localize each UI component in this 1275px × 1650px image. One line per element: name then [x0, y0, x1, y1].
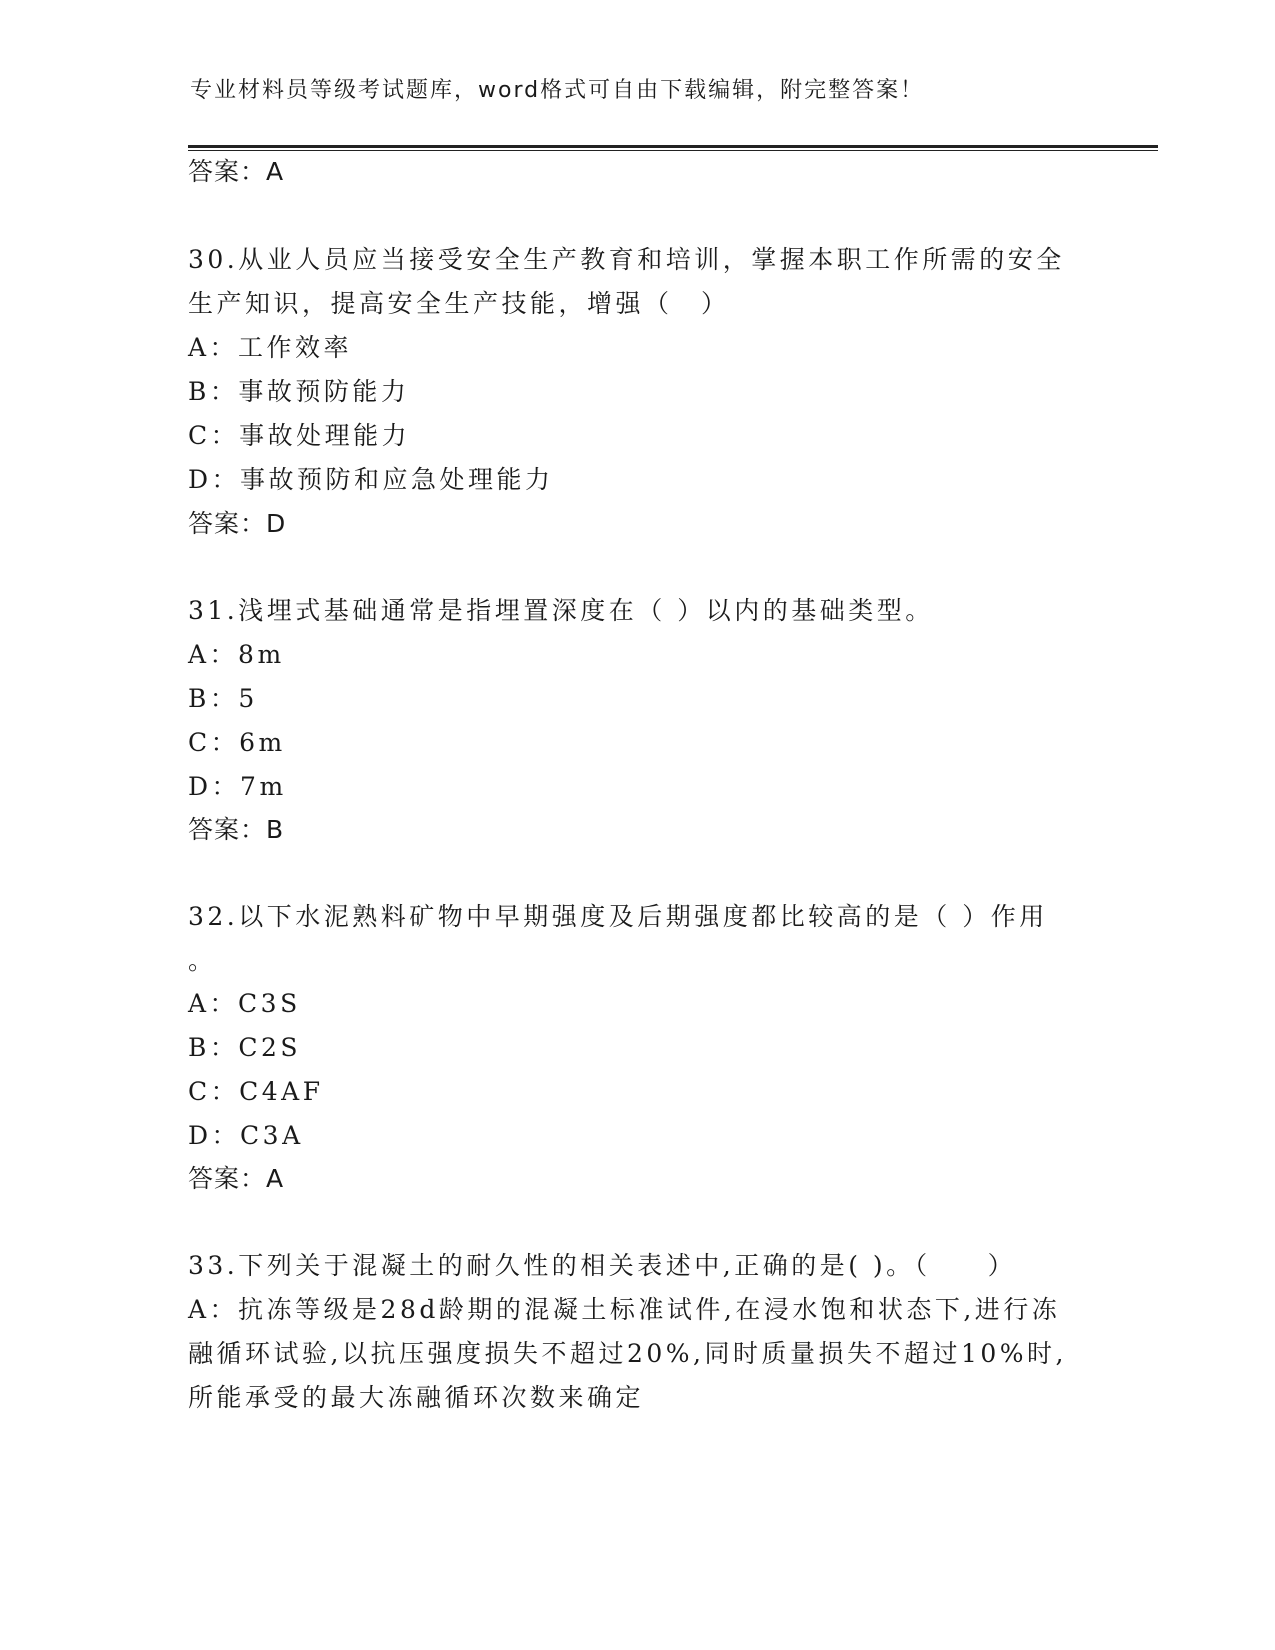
question-30-stem-line-2: 生产知识，提高安全生产技能，增强（ ）	[188, 289, 730, 318]
question-31-answer: 答案：B	[188, 815, 285, 844]
question-33-option-a-line-2: 融循环试验,以抗压强度损失不超过20%,同时质量损失不超过10%时,	[188, 1339, 1067, 1368]
question-31-option-d: D：7m	[188, 772, 287, 801]
answer-prev: 答案：A	[188, 157, 285, 186]
question-32-stem-line-2: 。	[188, 946, 217, 975]
header-divider	[188, 145, 1158, 151]
question-32-option-b: B：C2S	[188, 1033, 302, 1062]
question-33-option-a-line-3: 所能承受的最大冻融循环次数来确定	[188, 1383, 645, 1412]
question-32-option-c: C：C4AF	[188, 1077, 324, 1106]
question-32-option-a: A：C3S	[188, 989, 301, 1018]
question-31-option-a: A：8m	[188, 640, 285, 669]
question-32-stem-line-1: 32.以下水泥熟料矿物中早期强度及后期强度都比较高的是（ ）作用	[188, 902, 1048, 931]
question-33-stem-line-1: 33.下列关于混凝土的耐久性的相关表述中,正确的是( )。（ ）	[188, 1251, 1017, 1280]
question-32-answer: 答案：A	[188, 1164, 285, 1193]
question-31-option-b: B：5	[188, 684, 258, 713]
question-30-option-c: C：事故处理能力	[188, 421, 411, 450]
question-33-option-a-line-1: A：抗冻等级是28d龄期的混凝土标准试件,在浸水饱和状态下,进行冻	[188, 1295, 1061, 1324]
question-30-stem-line-1: 30.从业人员应当接受安全生产教育和培训，掌握本职工作所需的安全	[188, 245, 1065, 274]
question-32-option-d: D：C3A	[188, 1121, 304, 1150]
question-30-answer: 答案：D	[188, 509, 287, 538]
question-30-option-a: A：工作效率	[188, 333, 353, 362]
question-30-option-d: D：事故预防和应急处理能力	[188, 465, 554, 494]
question-31-option-c: C：6m	[188, 728, 286, 757]
question-31-stem-line-1: 31.浅埋式基础通常是指埋置深度在（ ）以内的基础类型。	[188, 596, 934, 625]
question-30-option-b: B：事故预防能力	[188, 377, 410, 406]
page-header: 专业材料员等级考试题库，word格式可自由下载编辑，附完整答案！	[190, 78, 925, 103]
